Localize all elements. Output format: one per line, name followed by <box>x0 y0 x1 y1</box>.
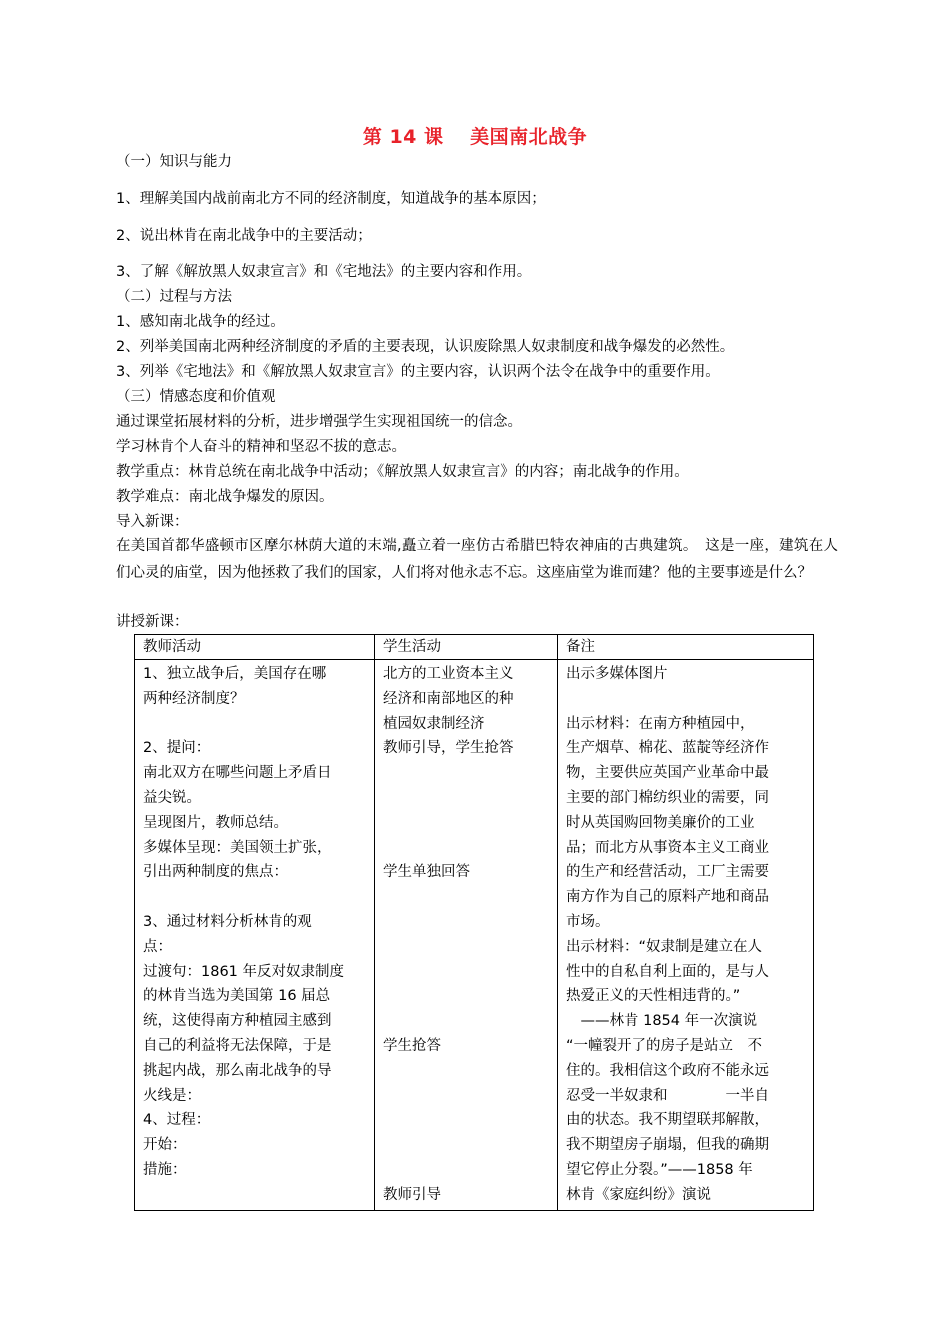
teacher-activity-cell <box>135 660 375 1211</box>
cell-line: 植园奴隶制经济 <box>383 715 485 732</box>
cell-line <box>143 885 366 910</box>
cell-line: 教师引导 <box>383 1186 441 1203</box>
cell-line: 挑起内战，那么南北战争的导 <box>143 1062 332 1079</box>
section1-item: 1、理解美国内战前南北方不同的经济制度，知道战争的基本原因； <box>116 191 546 207</box>
cell-line: 开始： <box>143 1137 187 1154</box>
cell-line <box>383 1059 549 1084</box>
cell-line: 生产烟草、棉花、蓝靛等经济作 <box>566 740 769 757</box>
cell-line: 火线是： <box>143 1087 201 1104</box>
cell-line: 性中的自私自利上面的，是与人 <box>566 963 769 980</box>
cell-line: 点： <box>143 938 172 955</box>
cell-line <box>383 935 549 960</box>
cell-line: 过渡句：1861 年反对奴隶制度 <box>143 963 345 980</box>
cell-line: 2、提问： <box>143 740 211 757</box>
section3-item: 学习林肯个人奋斗的精神和坚忍不拔的意志。 <box>116 439 406 455</box>
cell-line: 出示材料：在南方种植园中， <box>566 715 755 732</box>
section3-heading: （三）情感态度和价值观 <box>116 389 276 405</box>
cell-line: 住的。我相信这个政府不能永远 <box>566 1062 769 1079</box>
cell-line: 市场。 <box>566 913 610 930</box>
cell-line: 林肯《家庭纠纷》演说 <box>566 1186 711 1203</box>
cell-line: 呈现图片，教师总结。 <box>143 814 288 831</box>
key-points: 教学重点：林肯总统在南北战争中活动；《解放黑人奴隶宣言》的内容；南北战争的作用。 <box>116 464 689 480</box>
section2-item: 3、列举《宅地法》和《解放黑人奴隶宣言》的主要内容，认识两个法令在战争中的重要作用。 <box>116 364 720 380</box>
cell-line: 学生单独回答 <box>383 864 470 881</box>
cell-line: 统，这使得南方种植园主感到 <box>143 1013 332 1030</box>
cell-line: 学生抢答 <box>383 1037 441 1054</box>
cell-line <box>383 1133 549 1158</box>
section1-heading: （一）知识与能力 <box>116 154 232 170</box>
cell-line: 多媒体呈现：美国领土扩张， <box>143 839 332 856</box>
cell-line: 3、通过材料分析林肯的观 <box>143 913 312 930</box>
cell-line: 由的状态。我不期望联邦解散， <box>566 1112 769 1129</box>
header-notes: 备注 <box>558 635 814 660</box>
lesson-table <box>134 634 814 1211</box>
cell-line <box>383 885 549 910</box>
cell-line <box>383 1084 549 1109</box>
cell-line: 主要的部门棉纺织业的需要，同 <box>566 789 769 806</box>
section2-item: 1、感知南北战争的经过。 <box>116 314 285 330</box>
cell-line: 望它停止分裂。”——1858 年 <box>566 1161 753 1178</box>
cell-line <box>143 712 366 737</box>
cell-line <box>383 1108 549 1133</box>
section2-item: 2、列举美国南北两种经济制度的矛盾的主要表现，认识废除黑人奴隶制度和战争爆发的必然性。 <box>116 339 735 355</box>
section3-item: 通过课堂拓展材料的分析，进步增强学生实现祖国统一的信念。 <box>116 414 522 430</box>
section1-item: 2、说出林肯在南北战争中的主要活动； <box>116 228 372 244</box>
cell-line: 出示材料：“奴隶制是建立在人 <box>566 938 763 955</box>
section2-heading: （二）过程与方法 <box>116 289 232 305</box>
cell-line: 的生产和经营活动，工厂主需要 <box>566 864 769 881</box>
cell-line: 的林肯当选为美国第 16 届总 <box>143 988 331 1005</box>
cell-line: 1、独立战争后，美国存在哪 <box>143 666 327 682</box>
cell-line: 经济和南部地区的种 <box>383 690 514 707</box>
intro-heading: 导入新课： <box>116 514 189 530</box>
cell-line <box>383 811 549 836</box>
cell-line <box>383 910 549 935</box>
cell-line: 物，主要供应英国产业革命中最 <box>566 765 769 782</box>
cell-line: 南北双方在哪些问题上矛盾日 <box>143 765 332 782</box>
cell-line: 时从英国购回物美廉价的工业 <box>566 814 755 831</box>
cell-line: 措施： <box>143 1161 187 1178</box>
table-row <box>135 660 814 1211</box>
cell-line <box>383 960 549 985</box>
lesson-heading: 讲授新课： <box>116 614 189 630</box>
cell-line: 忍受一半奴隶和 一半自 <box>566 1087 769 1104</box>
cell-line: 北方的工业资本主义 <box>383 666 514 682</box>
cell-line <box>383 984 549 1009</box>
cell-line <box>383 1158 549 1183</box>
cell-line: 南方作为自己的原料产地和商品 <box>566 889 769 906</box>
cell-line: 两种经济制度？ <box>143 690 245 707</box>
cell-line: 自己的利益将无法保障，于是 <box>143 1037 332 1054</box>
cell-line: 4、过程： <box>143 1112 211 1129</box>
cell-line: 益尖锐。 <box>143 789 201 806</box>
cell-line: ——林肯 1854 年一次演说 <box>566 1013 758 1030</box>
difficulties: 教学难点：南北战争爆发的原因。 <box>116 489 334 505</box>
cell-line <box>383 1009 549 1034</box>
student-activity-cell <box>375 660 558 1211</box>
cell-line: 品；而北方从事资本主义工商业 <box>566 839 769 856</box>
cell-line: 教师引导，学生抢答 <box>383 740 514 757</box>
section1-item: 3、了解《解放黑人奴隶宣言》和《宅地法》的主要内容和作用。 <box>116 264 532 280</box>
table-header-row <box>135 635 814 660</box>
cell-line: “一幢裂开了的房子是站立 不 <box>566 1037 763 1054</box>
cell-line <box>566 687 805 712</box>
cell-line: 我不期望房子崩塌，但我的确期 <box>566 1137 769 1154</box>
cell-line <box>383 786 549 811</box>
cell-line <box>383 836 549 861</box>
notes-cell <box>558 660 814 1211</box>
intro-text: 在美国首都华盛顿市区摩尔林荫大道的末端,矗立着一座仿古希腊巴特农神庙的古典建筑。 这是一座，建筑在人们心灵的庙堂，因为他拯救了我们的国家，人们将对他永志不忘。这座庙堂为谁而建？他的主要事迹是什么？ <box>116 538 838 581</box>
cell-line: 出示多媒体图片 <box>566 666 668 682</box>
page-title: 第 14 课 美国南北战争 <box>362 126 588 148</box>
cell-line: 热爱正义的天性相违背的。” <box>566 988 741 1005</box>
header-teacher: 教师活动 <box>135 635 375 660</box>
cell-line: 引出两种制度的焦点： <box>143 864 288 881</box>
header-student: 学生活动 <box>375 635 558 660</box>
cell-line <box>383 761 549 786</box>
